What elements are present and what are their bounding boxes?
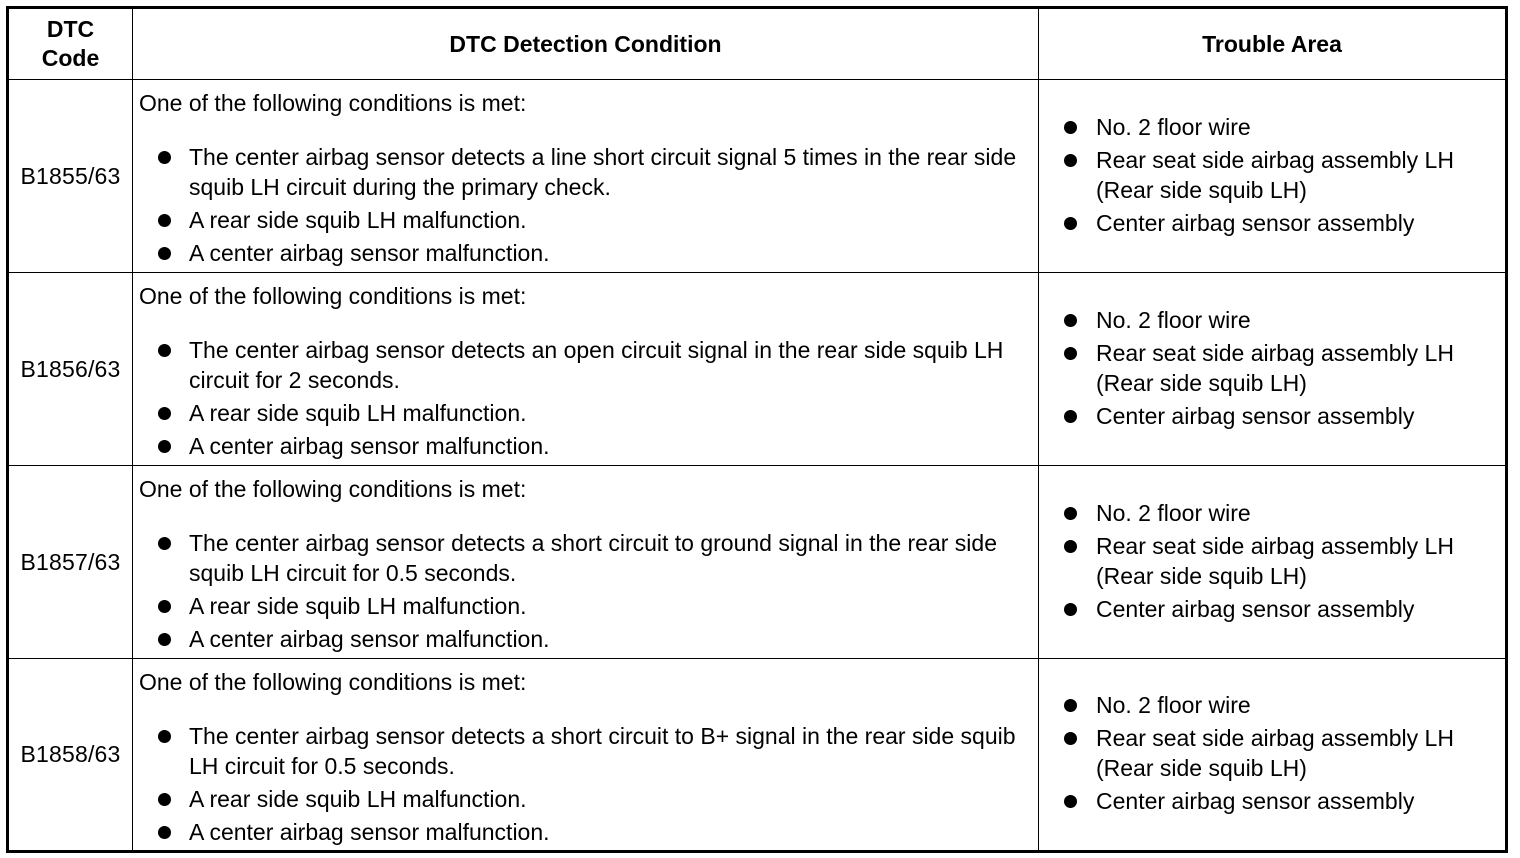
trouble-area-text: No. 2 floor wire: [1096, 306, 1251, 333]
condition-intro-text: One of the following conditions is met:: [139, 476, 527, 502]
bullet-icon: [158, 151, 171, 164]
bullet-icon: [158, 793, 171, 806]
condition-text: The center airbag sensor detects a short circuit to B+ signal in the rear side squib LH circuit for 0.5 seconds.: [189, 723, 1016, 779]
trouble-area-item: [1061, 401, 1495, 431]
condition-item: [139, 431, 1030, 461]
trouble-area-item: [1061, 305, 1495, 335]
trouble-area-text: No. 2 floor wire: [1096, 113, 1251, 140]
header-dtc-code: [8, 8, 133, 80]
table-row: [8, 659, 1507, 852]
bullet-icon: [158, 440, 171, 453]
condition-text: A rear side squib LH malfunction.: [189, 400, 527, 426]
trouble-area-cell: [1039, 80, 1507, 273]
condition-item: [139, 142, 1030, 202]
dtc-code-cell: B1858/63: [8, 659, 133, 852]
bullet-icon: [158, 214, 171, 227]
table-header: [8, 8, 1507, 80]
table-body: [8, 80, 1507, 852]
trouble-area-item: [1061, 208, 1495, 238]
bullet-icon: [1064, 795, 1077, 808]
trouble-area-text: Center airbag sensor assembly: [1096, 788, 1415, 814]
header-row: [8, 8, 1507, 80]
trouble-area-item: [1061, 594, 1495, 624]
detection-condition-cell: [133, 80, 1039, 273]
condition-item: [139, 591, 1030, 621]
trouble-area-text: Rear seat side airbag assembly LH (Rear side squib LH): [1096, 725, 1454, 781]
condition-item: [139, 784, 1030, 814]
condition-list: [139, 335, 1030, 461]
bullet-icon: [1064, 540, 1077, 553]
header-trouble-area: Trouble Area: [1039, 8, 1507, 80]
condition-item: [139, 205, 1030, 235]
condition-item: [139, 624, 1030, 654]
detection-condition-cell: [133, 466, 1039, 659]
bullet-icon: [1064, 154, 1077, 167]
condition-text: A center airbag sensor malfunction.: [189, 240, 550, 266]
trouble-area-list: [1061, 112, 1495, 238]
bullet-icon: [1064, 732, 1077, 745]
trouble-area-list: [1061, 498, 1495, 624]
trouble-area-list: [1061, 690, 1495, 816]
trouble-area-text: Center airbag sensor assembly: [1096, 595, 1415, 622]
trouble-area-text: Center airbag sensor assembly: [1096, 402, 1415, 429]
bullet-icon: [1064, 121, 1077, 134]
bullet-icon: [158, 826, 171, 839]
condition-text: The center airbag sensor detects an open circuit signal in the rear side squib LH circuit for 2 seconds.: [189, 337, 1004, 393]
condition-item: [139, 335, 1030, 395]
trouble-area-text: No. 2 floor wire: [1096, 692, 1251, 718]
dtc-code-cell: B1857/63: [8, 466, 133, 659]
trouble-area-cell: [1039, 273, 1507, 466]
trouble-area-text: Rear seat side airbag assembly LH (Rear side squib LH): [1096, 532, 1454, 589]
trouble-area-item: [1061, 338, 1495, 398]
trouble-area-item: [1061, 690, 1495, 720]
condition-item: [139, 238, 1030, 268]
condition-text: A rear side squib LH malfunction.: [189, 593, 527, 619]
bullet-icon: [1064, 410, 1077, 423]
bullet-icon: [1064, 217, 1077, 230]
condition-item: [139, 528, 1030, 588]
condition-intro-text: One of the following conditions is met:: [139, 669, 527, 695]
bullet-icon: [1064, 314, 1077, 327]
condition-list: [139, 528, 1030, 654]
trouble-area-item: [1061, 786, 1495, 816]
header-dtc-code-label: DTC Code: [41, 16, 100, 71]
condition-text: The center airbag sensor detects a line short circuit signal 5 times in the rear side squib LH circuit during the primary check.: [189, 144, 1017, 200]
dtc-table: [6, 6, 1508, 853]
trouble-area-text: Rear seat side airbag assembly LH (Rear side squib LH): [1096, 146, 1454, 203]
bullet-icon: [158, 600, 171, 613]
condition-text: The center airbag sensor detects a short circuit to ground signal in the rear side squib LH circuit for 0.5 seconds.: [189, 530, 997, 586]
trouble-area-item: [1061, 531, 1495, 591]
trouble-area-item: [1061, 498, 1495, 528]
condition-list: [139, 142, 1030, 268]
bullet-icon: [1064, 507, 1077, 520]
table-row: [8, 80, 1507, 273]
dtc-code-cell: B1855/63: [8, 80, 133, 273]
trouble-area-cell: [1039, 466, 1507, 659]
condition-item: [139, 721, 1030, 781]
condition-text: A center airbag sensor malfunction.: [189, 433, 550, 459]
trouble-area-text: Rear seat side airbag assembly LH (Rear side squib LH): [1096, 339, 1454, 396]
bullet-icon: [158, 537, 171, 550]
condition-text: A rear side squib LH malfunction.: [189, 786, 527, 812]
trouble-area-item: [1061, 145, 1495, 205]
trouble-area-list: [1061, 305, 1495, 431]
bullet-icon: [1064, 347, 1077, 360]
trouble-area-cell: [1039, 659, 1507, 852]
bullet-icon: [1064, 699, 1077, 712]
dtc-code-cell: B1856/63: [8, 273, 133, 466]
bullet-icon: [1064, 603, 1077, 616]
bullet-icon: [158, 407, 171, 420]
condition-item: [139, 817, 1030, 847]
table-row: [8, 273, 1507, 466]
bullet-icon: [158, 344, 171, 357]
condition-text: A center airbag sensor malfunction.: [189, 626, 550, 652]
bullet-icon: [158, 247, 171, 260]
trouble-area-item: [1061, 112, 1495, 142]
bullet-icon: [158, 633, 171, 646]
bullet-icon: [158, 730, 171, 743]
detection-condition-cell: [133, 273, 1039, 466]
condition-list: [139, 721, 1030, 847]
detection-condition-cell: [133, 659, 1039, 852]
trouble-area-item: [1061, 723, 1495, 783]
trouble-area-text: No. 2 floor wire: [1096, 499, 1251, 526]
header-detection-condition: DTC Detection Condition: [133, 8, 1039, 80]
condition-intro-text: One of the following conditions is met:: [139, 283, 527, 309]
condition-intro-text: One of the following conditions is met:: [139, 90, 527, 116]
condition-item: [139, 398, 1030, 428]
table-row: [8, 466, 1507, 659]
condition-text: A center airbag sensor malfunction.: [189, 819, 550, 845]
trouble-area-text: Center airbag sensor assembly: [1096, 209, 1415, 236]
condition-text: A rear side squib LH malfunction.: [189, 207, 527, 233]
